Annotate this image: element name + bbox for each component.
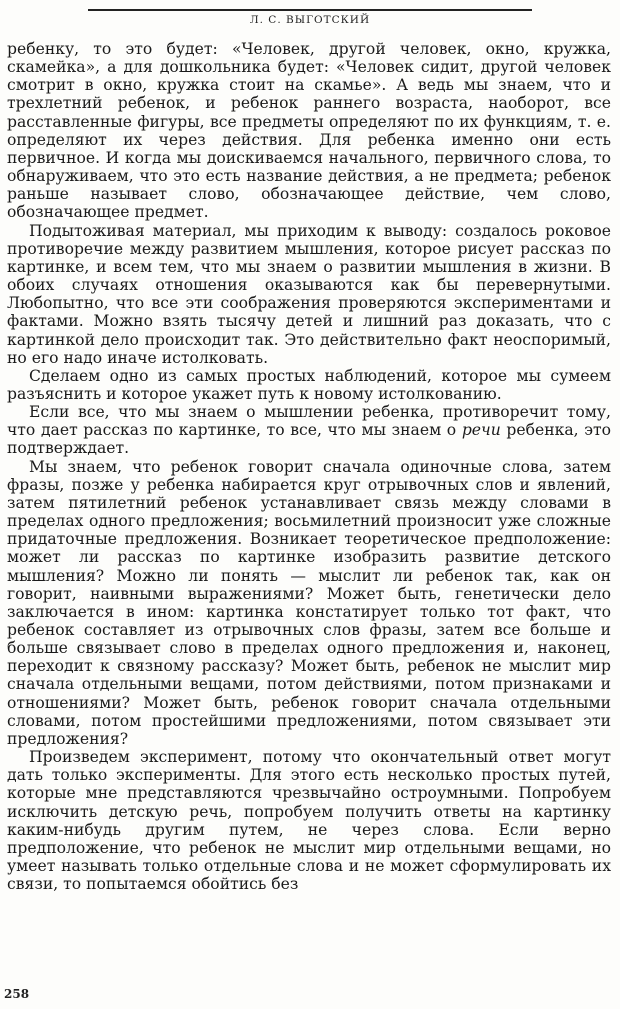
paragraph: Подытоживая материал, мы приходим к выводу: создалось роковое противоречие между развитием мышления, которое рисует рассказ по картинке, и всем тем, что мы знаем о развитии мышления в жизни. В обоих случаях отношения оказываются как бы перевернутыми. Любопытно, что все эти соображения проверяются экспериментами и фактами. Можно взять тысячу детей и лишний раз доказать, что с картинкой дело происходит так. Это действительно факт неоспоримый, но его надо иначе истолковать.	[7, 221, 611, 367]
header-rule	[88, 9, 532, 11]
paragraph	[7, 403, 611, 457]
page-number: 258	[4, 987, 30, 1001]
paragraph: ребенку, то это будет: «Человек, другой человек, окно, кружка, скамейка», а для дошкольника будет: «Человек сидит, другой человек смотрит в окно, кружка стоит на скамье». А ведь мы знаем, что и трехлетний ребенок, и ребенок раннего возраста, наоборот, все расставленные фигуры, все предметы определяют по их функциям, т. е. определяют их через действия. Для ребенка именно они есть первичное. И когда мы доискиваемся начального, первичного слова, то обнаруживаем, что это есть название действия, а не предмета; ребенок раньше называет слово, обозначающее действие, чем слово, обозначающее предмет.	[7, 40, 611, 222]
running-head: Л. С. ВЫГОТСКИЙ	[249, 14, 371, 26]
paragraph-text: Если все, что мы знаем о мышлении ребенка, противоречит тому, что дает рассказ по картинке, то все, что мы знаем о	[7, 403, 611, 440]
paragraph: Сделаем одно из самых простых наблюдений, которое мы сумеем разъяснить и которое укажет путь к новому истолкованию.	[7, 366, 611, 403]
paragraph-text: ребенка, это подтверждает.	[7, 421, 611, 458]
emphasized-word: речи	[461, 421, 501, 440]
paragraph: Произведем эксперимент, потому что окончательный ответ могут дать только эксперименты. Для этого есть несколько простых путей, которые мне представляются чрезвычайно остроумными. Попробуем исключить детскую речь, попробуем получить ответы на картинку каким-нибудь другим путем, не через слова. Если верно предположение, что ребенок не мыслит мир отдельными вещами, но умеет называть только отдельные слова и не может сформулировать их связи, то попытаемся обойтись без	[7, 748, 611, 894]
body-text	[7, 40, 611, 893]
paragraph: Мы знаем, что ребенок говорит сначала одиночные слова, затем фразы, позже у ребенка набирается круг отрывочных слов и явлений, затем пятилетний ребенок устанавливает связь между словами в пределах одного предложения; восьмилетний произносит уже сложные придаточные предложения. Возникает теоретическое предположение: может ли рассказ по картинке изобразить развитие детского мышления? Можно ли понять — мыслит ли ребенок так, как он говорит, наивными выражениями? Может быть, генетически дело заключается в ином: картинка констатирует только тот факт, что ребенок составляет из отрывочных слов фразы, затем все больше и больше связывает слово в пределах одного предложения и, наконец, переходит к связному рассказу? Может быть, ребенок не мыслит мир сначала отдельными вещами, потом действиями, потом признаками и отношениями? Может быть, ребенок говорит сначала отдельными словами, потом простейшими предложениями, потом связывает эти предложения?	[7, 457, 611, 748]
